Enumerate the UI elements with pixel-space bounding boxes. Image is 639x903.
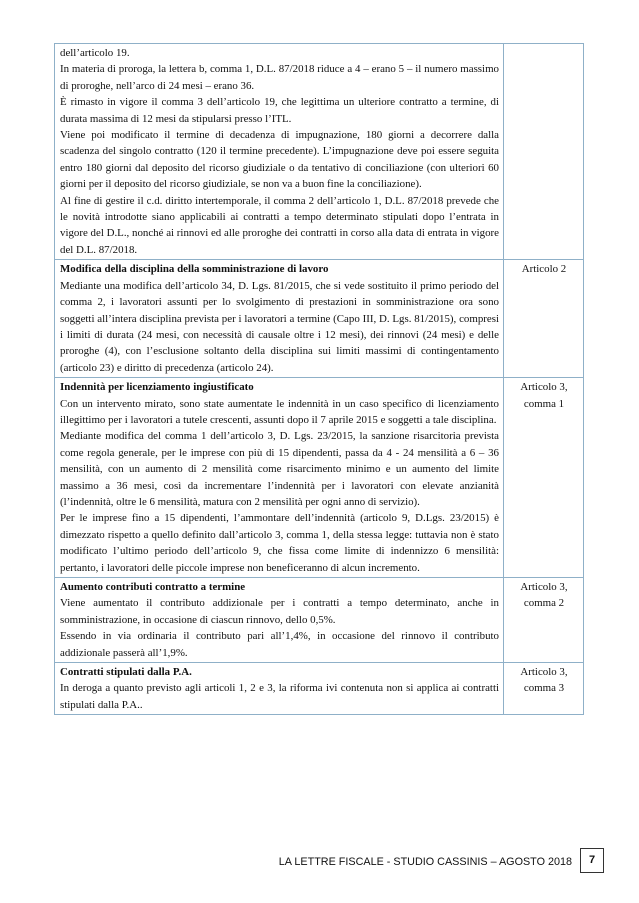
row-heading: Contratti stipulati dalla P.A. — [60, 666, 192, 679]
row-reference-cell — [504, 578, 584, 663]
table-row — [55, 578, 584, 663]
table-row — [55, 260, 584, 378]
paragraph: In materia di proroga, la lettera b, comma 1, D.L. 87/2018 riduce a 4 – erano 5 – il numero massimo di proroghe, nell’arco di 24 mesi – erano 36. — [60, 63, 499, 92]
paragraph: Al fine di gestire il c.d. diritto intertemporale, il comma 2 dell’articolo 1, D.L. 87/2018 prevede che le novità introdotte siano applicabili ai contratti a tempo determinato stipulati dopo l’entrata in vigore del D.L., nonché ai rinnovi ed alle proroghe dei contratti in corso alla data di entrata in vigore del D.L. 87/2018. — [60, 194, 499, 256]
paragraph: Per le imprese fino a 15 dipendenti, l’ammontare dell’indennità (articolo 9, D.Lgs. 23/2015) è dimezzato rispetto a quello definito dall’articolo 3, comma 1, della stessa legge: tuttavia non è stato modificato l’ultimo periodo dell’articolo 9, che fissa come limite di indennizzo 6 mensilità: pertanto, i lavoratori delle piccole imprese non beneficeranno di alcun incremento. — [60, 512, 499, 574]
article-reference: Articolo 2 — [521, 263, 567, 276]
row-reference-cell — [504, 378, 584, 578]
row-text-cell — [55, 44, 504, 260]
row-text-cell — [55, 663, 504, 715]
paragraph: Viene poi modificato il termine di decadenza di impugnazione, 180 giorni a decorrere dalla scadenza del singolo contratto (120 il termine precedente). L’impugnazione deve poi essere seguita entro 180 giorni dal deposito del ricorso giudiziale o da tentativo di conciliazione (con ulteriori 60 giorni per il deposito del ricorso giudiziale, se non va a buon fine la conciliazione). — [60, 129, 499, 191]
row-heading: Modifica della disciplina della somministrazione di lavoro — [60, 263, 329, 276]
paragraph: Mediante una modifica dell’articolo 34, D. Lgs. 81/2015, che si vede sostituito il primo periodo del comma 2, i lavoratori assunti per lo svolgimento di prestazioni in somministrazione ora sono soggetti all’intera disciplina prevista per i lavoratori a termine (Capo III, D. Lgs. 81/2015), compresi i limiti di durata (24 mesi, con necessità di causale oltre i 12 mesi), dei rinnovi (24 mesi) e delle proroghe (4), con l’esclusione soltanto della disciplina sui limiti massimi di contingentamento (articolo 23) e diritto di precedenza (articolo 24). — [60, 279, 499, 374]
article-reference: Articolo 3, — [520, 666, 568, 679]
paragraph: Con un intervento mirato, sono state aumentate le indennità in un caso specifico di licenziamento illegittimo per i lavoratori a tutele crescenti, assunti dopo il 7 aprile 2015 e soggetti a tale disciplina. — [60, 397, 499, 426]
row-text-cell — [55, 260, 504, 378]
paragraph: Viene aumentato il contributo addizionale per i contratti a tempo determinato, anche in somministrazione, in occasione di ciascun rinnovo, dello 0,5%. — [60, 597, 499, 626]
page-footer: LA LETTRE FISCALE - STUDIO CASSINIS – AGOSTO 2018 — [278, 856, 572, 868]
reform-table — [54, 43, 584, 715]
row-reference-cell — [504, 44, 584, 260]
paragraph: In deroga a quanto previsto agli articoli 1, 2 e 3, la riforma ivi contenuta non si applica ai contratti stipulati dalla P.A.. — [60, 682, 499, 711]
page-number: 7 — [580, 848, 604, 873]
row-heading: Indennità per licenziamento ingiustificato — [60, 381, 254, 394]
row-reference-cell — [504, 663, 584, 715]
comma-reference: comma 3 — [523, 682, 565, 695]
table-row — [55, 663, 584, 715]
paragraph: È rimasto in vigore il comma 3 dell’articolo 19, che legittima un ulteriore contratto a termine, di durata massima di 12 mesi da stipularsi presso l’ITL. — [60, 96, 499, 125]
comma-reference: comma 1 — [523, 397, 565, 410]
paragraph: Mediante modifica del comma 1 dell’articolo 3, D. Lgs. 23/2015, la sanzione risarcitoria prevista come regola generale, per le imprese con più di 15 dipendenti, passa da 4 - 24 mensilità a 6 – 36 mensilità, con un aumento di 2 mensilità come risarcimento minimo e un aumento del limite massimo a 36 mesi, così da incrementare l’indennità per i lavoratori con elevate anzianità (l’indennità, oltre le 6 mensilità, matura con 2 mensilità per ogni anno di servizio). — [60, 430, 499, 508]
table-row — [55, 378, 584, 578]
row-heading: Aumento contributi contratto a termine — [60, 581, 246, 593]
article-reference: Articolo 3, — [520, 381, 568, 394]
paragraph: dell’articolo 19. — [60, 47, 130, 59]
comma-reference: comma 2 — [523, 597, 565, 610]
article-reference: Articolo 3, — [520, 581, 568, 593]
row-text-cell — [55, 578, 504, 663]
table-row — [55, 44, 584, 260]
row-text-cell — [55, 378, 504, 578]
paragraph: Essendo in via ordinaria il contributo pari all’1,4%, in occasione del rinnovo il contributo addizionale passerà all’1,9%. — [60, 630, 499, 659]
row-reference-cell — [504, 260, 584, 378]
